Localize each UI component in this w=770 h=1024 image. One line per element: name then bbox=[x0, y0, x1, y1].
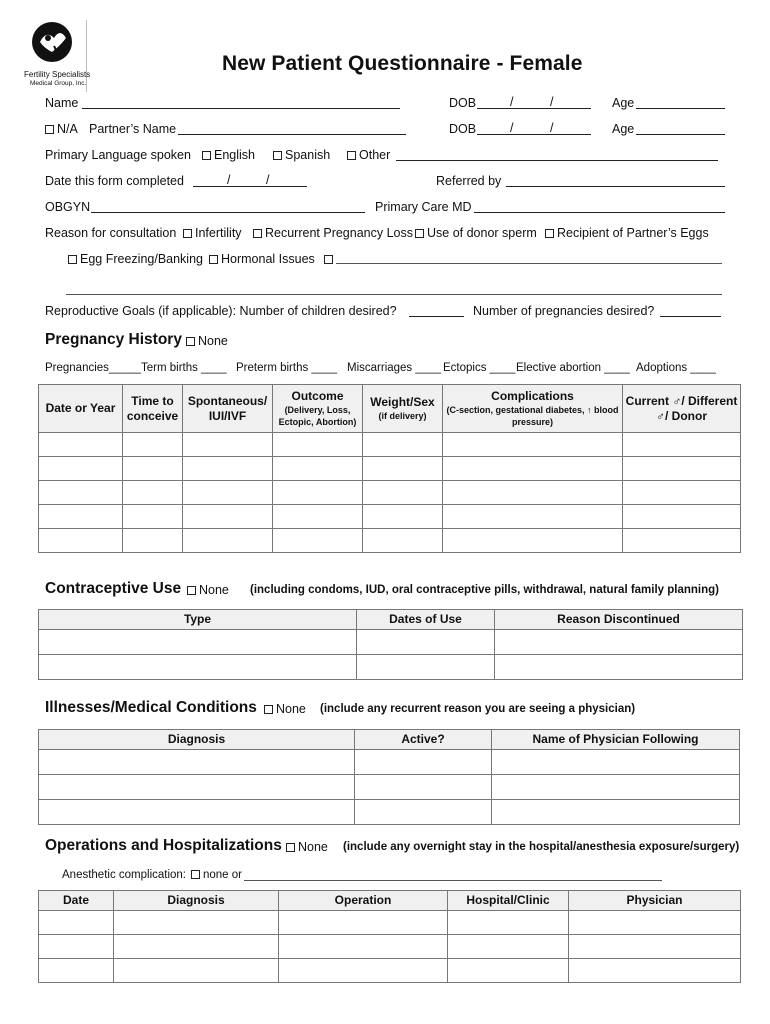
table-cell[interactable] bbox=[448, 959, 569, 983]
column-header-sub: (Delivery, Loss, Ectopic, Abortion) bbox=[278, 405, 357, 427]
partner-age-field[interactable] bbox=[636, 134, 725, 135]
reason-label: Egg Freezing/Banking bbox=[80, 252, 203, 266]
age-label: Age bbox=[612, 96, 635, 110]
count-pregnancies: Pregnancies_____ bbox=[45, 362, 141, 374]
none-label: None bbox=[276, 702, 306, 716]
table-cell[interactable] bbox=[448, 911, 569, 935]
na-checkbox[interactable] bbox=[45, 122, 78, 136]
table-cell[interactable] bbox=[39, 481, 123, 505]
col-dates-of-use: Dates of Use bbox=[357, 610, 495, 630]
language-spanish-checkbox[interactable] bbox=[273, 148, 330, 162]
table-row bbox=[39, 529, 741, 553]
reason-infertility-checkbox[interactable] bbox=[183, 226, 242, 240]
count-term-births: Term births ____ bbox=[141, 362, 227, 374]
col-operation: Operation bbox=[279, 891, 448, 911]
column-header-sub: (if delivery) bbox=[378, 411, 427, 421]
illnesses-none-checkbox[interactable] bbox=[264, 702, 306, 716]
anesthetic-label: Anesthetic complication: bbox=[62, 869, 187, 881]
col-diagnosis: Diagnosis bbox=[39, 730, 355, 750]
name-label: Name bbox=[45, 96, 79, 110]
reason-label: Use of donor sperm bbox=[427, 226, 537, 240]
operations-heading: Operations and Hospitalizations bbox=[45, 837, 282, 854]
table-cell[interactable] bbox=[569, 935, 741, 959]
table-cell[interactable] bbox=[443, 481, 623, 505]
table-cell[interactable] bbox=[363, 457, 443, 481]
table-cell[interactable] bbox=[355, 800, 492, 825]
reason-rpl-checkbox[interactable] bbox=[253, 226, 413, 240]
table-cell[interactable] bbox=[443, 433, 623, 457]
logo-line1: Fertility Specialists bbox=[24, 70, 91, 79]
col-diagnosis: Diagnosis bbox=[114, 891, 279, 911]
column-header-label: Complications bbox=[491, 389, 574, 403]
none-label: None bbox=[298, 840, 328, 854]
table-header-row bbox=[39, 385, 741, 433]
na-label: N/A bbox=[57, 122, 78, 136]
table-cell[interactable] bbox=[114, 959, 279, 983]
table-cell[interactable] bbox=[123, 505, 183, 529]
table-cell[interactable] bbox=[363, 505, 443, 529]
table-cell[interactable] bbox=[39, 655, 357, 680]
col-outcome bbox=[273, 385, 363, 433]
table-cell[interactable] bbox=[623, 457, 741, 481]
table-cell[interactable] bbox=[492, 800, 740, 825]
count-ectopics: Ectopics ____ bbox=[443, 362, 516, 374]
table-row bbox=[39, 630, 743, 655]
count-elective-abortion: Elective abortion ____ bbox=[516, 362, 630, 374]
table-cell[interactable] bbox=[39, 935, 114, 959]
table-cell[interactable] bbox=[273, 481, 363, 505]
table-cell[interactable] bbox=[183, 505, 273, 529]
pcp-label: Primary Care MD bbox=[375, 200, 472, 214]
date-completed-field[interactable] bbox=[193, 186, 307, 187]
table-row bbox=[39, 911, 741, 935]
table-cell[interactable] bbox=[279, 959, 448, 983]
table-cell[interactable] bbox=[273, 529, 363, 553]
table-header-row bbox=[39, 730, 740, 750]
table-cell[interactable] bbox=[363, 481, 443, 505]
table-cell[interactable] bbox=[39, 775, 355, 800]
count-preterm-births: Preterm births ____ bbox=[236, 362, 337, 374]
reason-other-checkbox[interactable] bbox=[324, 252, 336, 266]
count-adoptions: Adoptions ____ bbox=[636, 362, 716, 374]
table-row bbox=[39, 457, 741, 481]
column-header-label: Current ♂/ Different ♂/ Donor bbox=[625, 393, 738, 423]
name-field[interactable] bbox=[82, 108, 400, 109]
language-english-label: English bbox=[214, 148, 255, 162]
col-reason-discontinued: Reason Discontinued bbox=[495, 610, 743, 630]
table-cell[interactable] bbox=[114, 911, 279, 935]
language-label: Primary Language spoken bbox=[45, 148, 191, 162]
table-cell[interactable] bbox=[443, 505, 623, 529]
clinic-logo bbox=[24, 20, 91, 92]
pregnancy-table bbox=[38, 384, 741, 553]
pregnancies-desired-label: Number of pregnancies desired? bbox=[473, 304, 655, 318]
table-cell[interactable] bbox=[39, 505, 123, 529]
reason-donor-sperm-checkbox[interactable] bbox=[415, 226, 537, 240]
table-cell[interactable] bbox=[123, 529, 183, 553]
table-row bbox=[39, 775, 740, 800]
children-desired-field[interactable] bbox=[409, 316, 464, 317]
table-cell[interactable] bbox=[363, 529, 443, 553]
col-current-donor bbox=[623, 385, 741, 433]
col-spontaneous bbox=[183, 385, 273, 433]
table-cell[interactable] bbox=[39, 433, 123, 457]
pcp-field[interactable] bbox=[474, 212, 725, 213]
operations-note: (include any overnight stay in the hospital/anesthesia exposure/surgery) bbox=[343, 841, 740, 853]
table-header-row bbox=[39, 891, 741, 911]
table-cell[interactable] bbox=[492, 775, 740, 800]
table-row bbox=[39, 433, 741, 457]
table-cell[interactable] bbox=[183, 433, 273, 457]
table-cell[interactable] bbox=[279, 911, 448, 935]
count-miscarriages: Miscarriages ____ bbox=[347, 362, 441, 374]
table-cell[interactable] bbox=[569, 911, 741, 935]
reason-label: Reason for consultation bbox=[45, 226, 177, 240]
illnesses-table bbox=[38, 729, 740, 825]
date-completed-label: Date this form completed bbox=[45, 174, 184, 188]
language-english-checkbox[interactable] bbox=[202, 148, 255, 162]
table-row bbox=[39, 935, 741, 959]
illnesses-note: (include any recurrent reason you are seeing a physician) bbox=[320, 703, 636, 715]
language-other-label: Other bbox=[359, 148, 391, 162]
table-cell[interactable] bbox=[448, 935, 569, 959]
table-cell[interactable] bbox=[355, 775, 492, 800]
operations-none-checkbox[interactable] bbox=[286, 840, 328, 854]
table-cell[interactable] bbox=[183, 457, 273, 481]
dob-sep: / bbox=[550, 95, 554, 109]
table-cell[interactable] bbox=[39, 750, 355, 775]
language-spanish-label: Spanish bbox=[285, 148, 331, 162]
pregnancy-none-checkbox[interactable] bbox=[186, 334, 228, 348]
table-cell[interactable] bbox=[183, 529, 273, 553]
col-hospital-clinic: Hospital/Clinic bbox=[448, 891, 569, 911]
dob-sep: / bbox=[510, 95, 514, 109]
table-cell[interactable] bbox=[39, 959, 114, 983]
table-cell[interactable] bbox=[623, 529, 741, 553]
none-label: None bbox=[198, 334, 228, 348]
col-physician: Physician bbox=[569, 891, 741, 911]
table-row bbox=[39, 655, 743, 680]
col-complications bbox=[443, 385, 623, 433]
anesthetic-field[interactable] bbox=[244, 880, 662, 881]
table-row bbox=[39, 959, 741, 983]
table-cell[interactable] bbox=[273, 433, 363, 457]
table-cell[interactable] bbox=[357, 655, 495, 680]
partner-dob-field[interactable] bbox=[477, 134, 591, 135]
column-header-label: Outcome bbox=[291, 389, 344, 403]
table-cell[interactable] bbox=[123, 481, 183, 505]
reason-label: Infertility bbox=[195, 226, 242, 240]
reason-label: Hormonal Issues bbox=[221, 252, 315, 266]
table-cell[interactable] bbox=[495, 655, 743, 680]
table-cell[interactable] bbox=[39, 911, 114, 935]
table-cell[interactable] bbox=[273, 457, 363, 481]
table-cell[interactable] bbox=[623, 433, 741, 457]
goals-label: Reproductive Goals (if applicable): Number of children desired? bbox=[45, 304, 397, 318]
reason-extra-field[interactable] bbox=[66, 294, 722, 295]
col-physician-following: Name of Physician Following bbox=[492, 730, 740, 750]
logo-mark-icon bbox=[24, 20, 84, 70]
logo-line2: Medical Group, Inc. bbox=[30, 80, 87, 87]
anesthetic-none-checkbox[interactable] bbox=[191, 869, 242, 881]
referred-label: Referred by bbox=[436, 174, 502, 188]
table-cell[interactable] bbox=[569, 959, 741, 983]
dob-sep: / bbox=[550, 121, 554, 135]
table-row bbox=[39, 505, 741, 529]
operations-table bbox=[38, 890, 741, 983]
partner-name-field[interactable] bbox=[178, 134, 406, 135]
col-date: Date bbox=[39, 891, 114, 911]
table-cell[interactable] bbox=[273, 505, 363, 529]
col-time-conceive bbox=[123, 385, 183, 433]
dob-label: DOB bbox=[449, 96, 477, 110]
age-field[interactable] bbox=[636, 108, 725, 109]
table-cell[interactable] bbox=[623, 481, 741, 505]
table-cell[interactable] bbox=[355, 750, 492, 775]
table-cell[interactable] bbox=[279, 935, 448, 959]
contraceptive-note: (including condoms, IUD, oral contraceptive pills, withdrawal, natural family planning) bbox=[250, 584, 720, 596]
reason-other-field[interactable] bbox=[336, 263, 722, 264]
table-cell[interactable] bbox=[39, 630, 357, 655]
anesthetic-none-label: none or bbox=[203, 869, 243, 881]
partner-age-label: Age bbox=[612, 122, 635, 136]
table-cell[interactable] bbox=[39, 529, 123, 553]
dob-field[interactable] bbox=[477, 108, 591, 109]
contraceptive-heading: Contraceptive Use bbox=[45, 580, 182, 597]
pregnancy-history-heading: Pregnancy History bbox=[45, 331, 182, 348]
table-cell[interactable] bbox=[123, 433, 183, 457]
reason-hormonal-checkbox[interactable] bbox=[209, 252, 315, 266]
col-type: Type bbox=[39, 610, 357, 630]
referred-field[interactable] bbox=[506, 186, 725, 187]
table-row bbox=[39, 750, 740, 775]
table-cell[interactable] bbox=[183, 481, 273, 505]
column-header-sub: (C-section, gestational diabetes, ↑ blood pressure) bbox=[446, 405, 619, 427]
obgyn-label: OBGYN bbox=[45, 200, 91, 214]
reason-egg-freezing-checkbox[interactable] bbox=[68, 252, 203, 266]
date-sep: / bbox=[227, 173, 231, 187]
language-other-field[interactable] bbox=[396, 160, 718, 161]
col-active: Active? bbox=[355, 730, 492, 750]
column-header-label: Spontaneous/ IUI/IVF bbox=[187, 393, 268, 423]
table-row bbox=[39, 481, 741, 505]
language-other-checkbox[interactable] bbox=[347, 148, 390, 162]
table-cell[interactable] bbox=[39, 800, 355, 825]
table-header-row bbox=[39, 610, 743, 630]
contraceptive-table bbox=[38, 609, 743, 680]
date-sep: / bbox=[266, 173, 270, 187]
none-label: None bbox=[199, 583, 229, 597]
reason-label: Recurrent Pregnancy Loss bbox=[265, 226, 413, 240]
table-cell[interactable] bbox=[492, 750, 740, 775]
table-cell[interactable] bbox=[114, 935, 279, 959]
col-weight-sex bbox=[363, 385, 443, 433]
col-date-year bbox=[39, 385, 123, 433]
column-header-label: Date or Year bbox=[45, 401, 116, 415]
table-row bbox=[39, 800, 740, 825]
table-cell[interactable] bbox=[495, 630, 743, 655]
contraceptive-none-checkbox[interactable] bbox=[187, 583, 229, 597]
obgyn-field[interactable] bbox=[91, 212, 365, 213]
partner-dob-label: DOB bbox=[449, 122, 477, 136]
table-cell[interactable] bbox=[357, 630, 495, 655]
reason-label: Recipient of Partner’s Eggs bbox=[557, 226, 709, 240]
table-cell[interactable] bbox=[123, 457, 183, 481]
table-cell[interactable] bbox=[363, 433, 443, 457]
table-cell[interactable] bbox=[623, 505, 741, 529]
table-cell[interactable] bbox=[39, 457, 123, 481]
partner-label: Partner’s Name bbox=[89, 122, 177, 136]
reason-partner-eggs-checkbox[interactable] bbox=[545, 226, 709, 240]
illnesses-heading: Illnesses/Medical Conditions bbox=[45, 699, 257, 716]
dob-sep: / bbox=[510, 121, 514, 135]
pregnancies-desired-field[interactable] bbox=[660, 316, 721, 317]
table-cell[interactable] bbox=[443, 457, 623, 481]
column-header-label: Time to conceive bbox=[126, 393, 179, 423]
page-title: New Patient Questionnaire - Female bbox=[222, 52, 583, 75]
table-cell[interactable] bbox=[443, 529, 623, 553]
column-header-label: Weight/Sex bbox=[370, 395, 435, 409]
